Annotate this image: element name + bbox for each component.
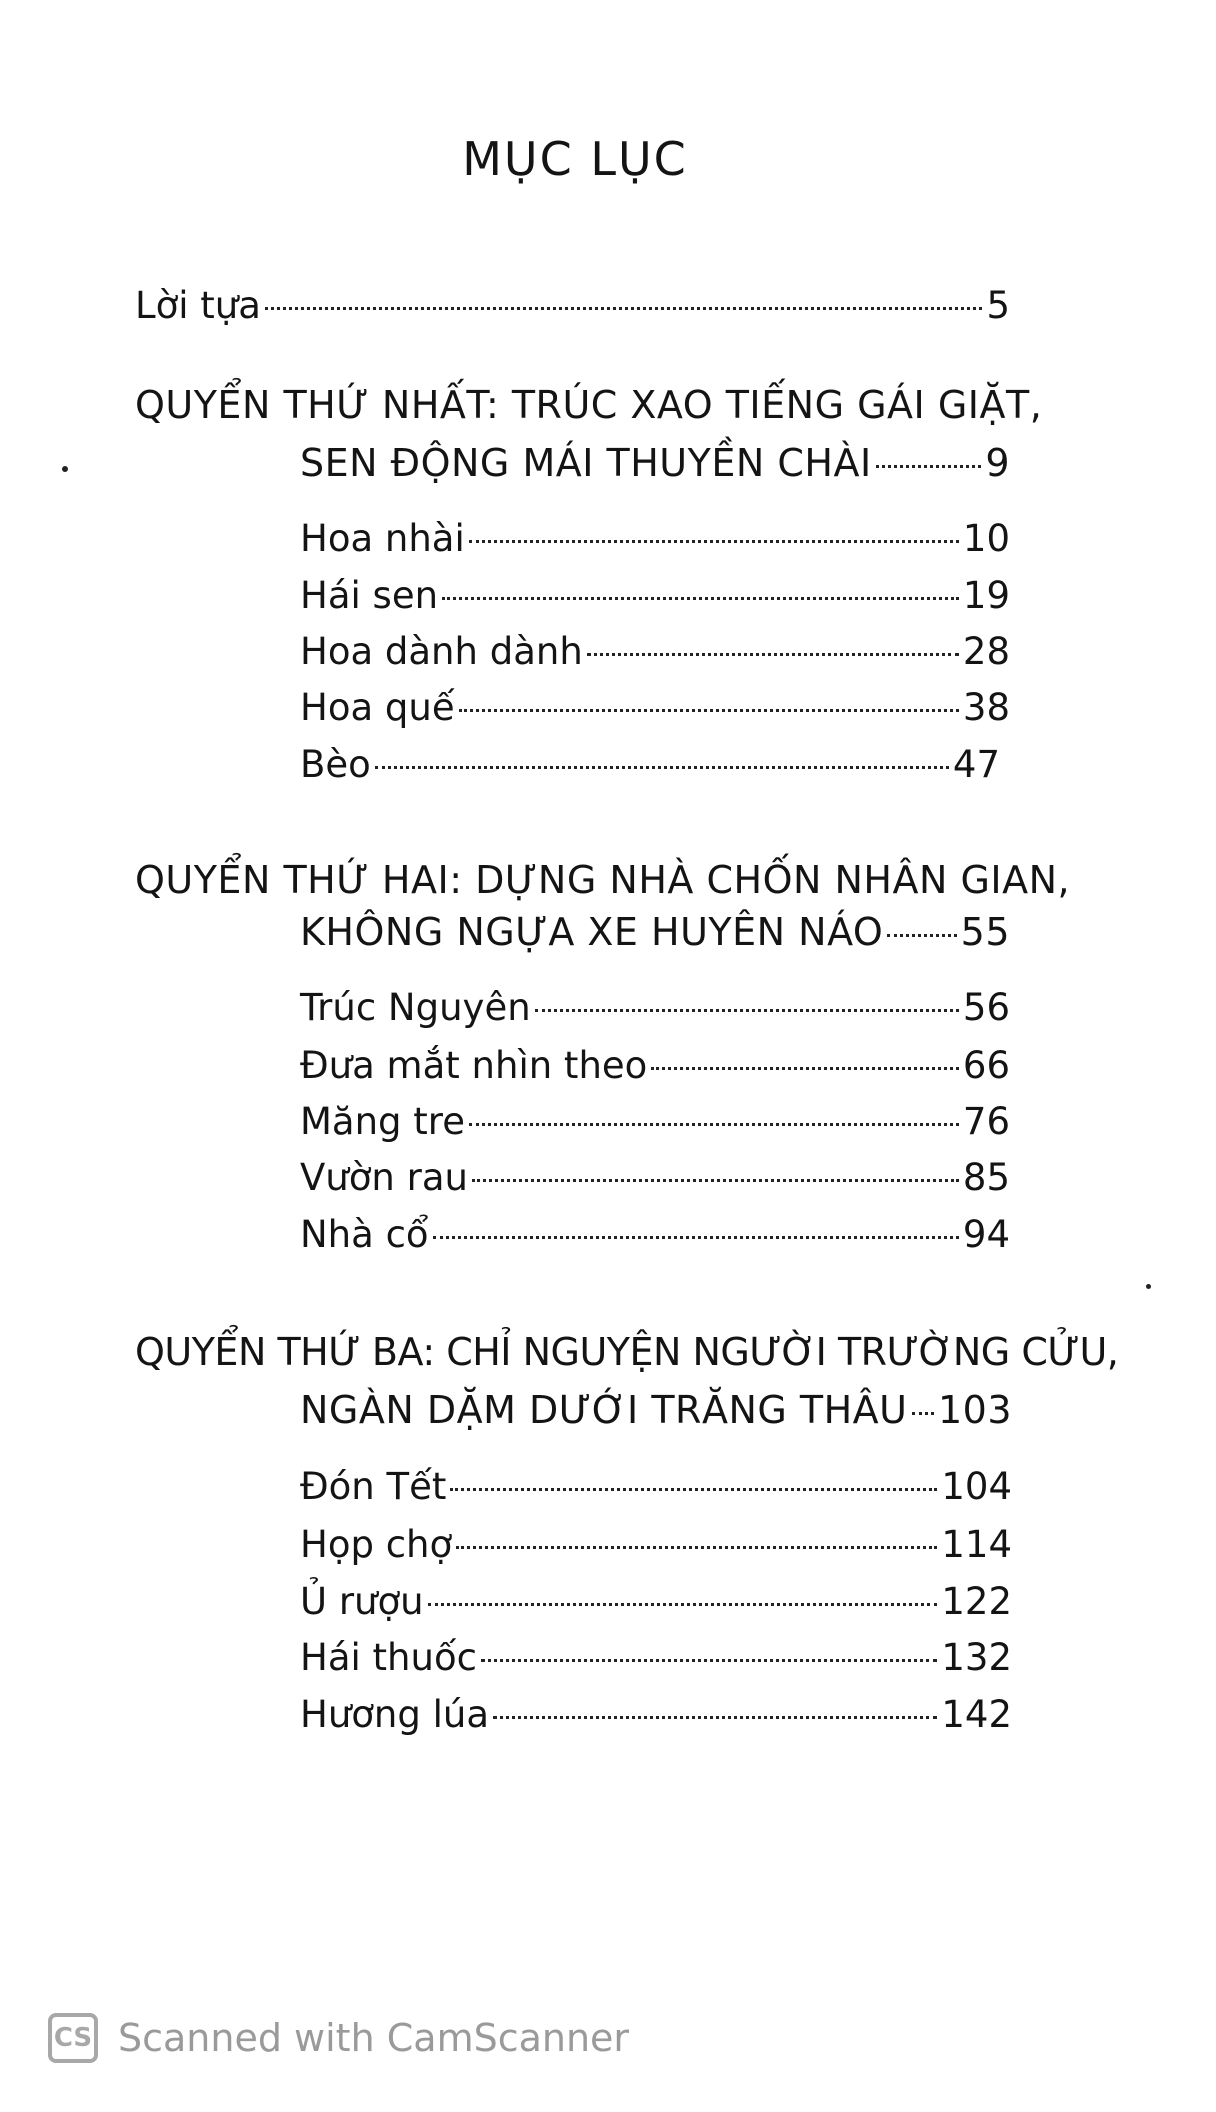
toc-entry-label: Lời tựa xyxy=(135,284,261,327)
dot-leader xyxy=(442,597,959,600)
dot-leader xyxy=(493,1716,937,1719)
dot-leader xyxy=(459,709,959,712)
toc-entry xyxy=(300,1462,1012,1512)
toc-entry xyxy=(300,1690,1012,1740)
toc-entry-label: Ủ rượu xyxy=(300,1580,424,1623)
toc-entry xyxy=(300,1577,1012,1627)
toc-entry xyxy=(300,1097,1010,1147)
toc-entry-label: Nhà cổ xyxy=(300,1213,429,1256)
dot-leader xyxy=(651,1067,959,1070)
toc-entry xyxy=(300,514,1010,564)
toc-entry xyxy=(300,627,1010,677)
toc-entry xyxy=(300,683,1010,733)
toc-entry xyxy=(300,983,1010,1033)
dot-leader xyxy=(469,540,959,543)
dot-leader xyxy=(876,465,982,468)
toc-entry-page: 47 xyxy=(952,743,1000,786)
part-heading: QUYỂN THỨ BA: CHỈ NGUYỆN NGƯỜI TRƯỜNG CỬU, xyxy=(135,1330,1119,1374)
toc-entry-page: 142 xyxy=(941,1693,1012,1736)
dot-leader xyxy=(450,1488,937,1491)
camscanner-logo-icon: CS xyxy=(48,2013,98,2063)
toc-entry-page: 55 xyxy=(960,910,1010,954)
toc-entry-page: 56 xyxy=(962,986,1010,1029)
toc-entry-preface xyxy=(135,281,1010,331)
dot-leader xyxy=(428,1603,938,1606)
toc-entry-page: 5 xyxy=(986,284,1010,327)
toc-entry-label: KHÔNG NGỰA XE HUYÊN NÁO xyxy=(300,910,884,954)
toc-entry-part xyxy=(300,907,1010,957)
dot-leader xyxy=(481,1659,937,1662)
dot-leader xyxy=(265,307,983,310)
dot-leader xyxy=(433,1236,959,1239)
toc-entry xyxy=(300,740,1000,790)
toc-entry xyxy=(300,1041,1010,1091)
camscanner-watermark xyxy=(48,2013,629,2063)
dot-leader xyxy=(456,1546,937,1549)
toc-entry-page: 132 xyxy=(941,1636,1012,1679)
part-heading: QUYỂN THỨ NHẤT: TRÚC XAO TIẾNG GÁI GIẶT, xyxy=(135,383,1043,427)
toc-entry-label: Vườn rau xyxy=(300,1156,468,1199)
toc-entry xyxy=(300,1153,1010,1203)
toc-entry-page: 114 xyxy=(941,1523,1012,1566)
toc-entry-page: 94 xyxy=(962,1213,1010,1256)
toc-entry xyxy=(300,1520,1012,1570)
toc-entry-part xyxy=(300,1385,1012,1435)
toc-entry-label: Hái sen xyxy=(300,574,439,617)
toc-entry-label: Họp chợ xyxy=(300,1523,453,1566)
dot-leader xyxy=(472,1179,959,1182)
toc-entry-label: Măng tre xyxy=(300,1100,465,1143)
toc-entry-label: Hoa dành dành xyxy=(300,630,583,673)
dot-leader xyxy=(375,766,949,769)
dot-leader xyxy=(469,1123,959,1126)
toc-entry-part xyxy=(300,438,1010,488)
toc-entry-page: 66 xyxy=(962,1044,1010,1087)
page-title: MỤC LỤC xyxy=(462,132,688,186)
toc-entry-page: 38 xyxy=(962,686,1010,729)
toc-entry xyxy=(300,1633,1012,1683)
dot-leader xyxy=(912,1412,934,1415)
toc-entry-page: 122 xyxy=(941,1580,1012,1623)
toc-entry-page: 28 xyxy=(962,630,1010,673)
toc-entry-page: 104 xyxy=(941,1465,1012,1508)
part-heading: QUYỂN THỨ HAI: DỰNG NHÀ CHỐN NHÂN GIAN, xyxy=(135,858,1071,902)
toc-entry-page: 103 xyxy=(937,1388,1012,1432)
toc-entry-label: Đón Tết xyxy=(300,1465,447,1508)
dot-leader xyxy=(587,653,959,656)
toc-entry xyxy=(300,571,1010,621)
toc-entry-page: 85 xyxy=(962,1156,1010,1199)
scan-speck xyxy=(62,466,68,472)
toc-entry-label: Trúc Nguyên xyxy=(300,986,531,1029)
toc-entry-label: Hái thuốc xyxy=(300,1636,477,1679)
toc-entry-label: Hoa nhài xyxy=(300,517,465,560)
dot-leader xyxy=(887,934,956,937)
toc-entry-page: 10 xyxy=(962,517,1010,560)
scan-speck xyxy=(1146,1284,1151,1289)
toc-entry-page: 76 xyxy=(962,1100,1010,1143)
toc-entry-page: 9 xyxy=(985,441,1010,485)
toc-entry-label: Đưa mắt nhìn theo xyxy=(300,1044,648,1087)
toc-entry-page: 19 xyxy=(962,574,1010,617)
dot-leader xyxy=(535,1009,959,1012)
toc-entry-label: Hương lúa xyxy=(300,1693,490,1736)
toc-entry-label: NGÀN DẶM DƯỚI TRĂNG THÂU xyxy=(300,1388,908,1432)
toc-entry-label: SEN ĐỘNG MÁI THUYỀN CHÀI xyxy=(300,441,872,485)
toc-entry xyxy=(300,1210,1010,1260)
watermark-text: Scanned with CamScanner xyxy=(118,2016,630,2060)
toc-entry-label: Bèo xyxy=(300,743,371,786)
toc-entry-label: Hoa quế xyxy=(300,686,455,729)
